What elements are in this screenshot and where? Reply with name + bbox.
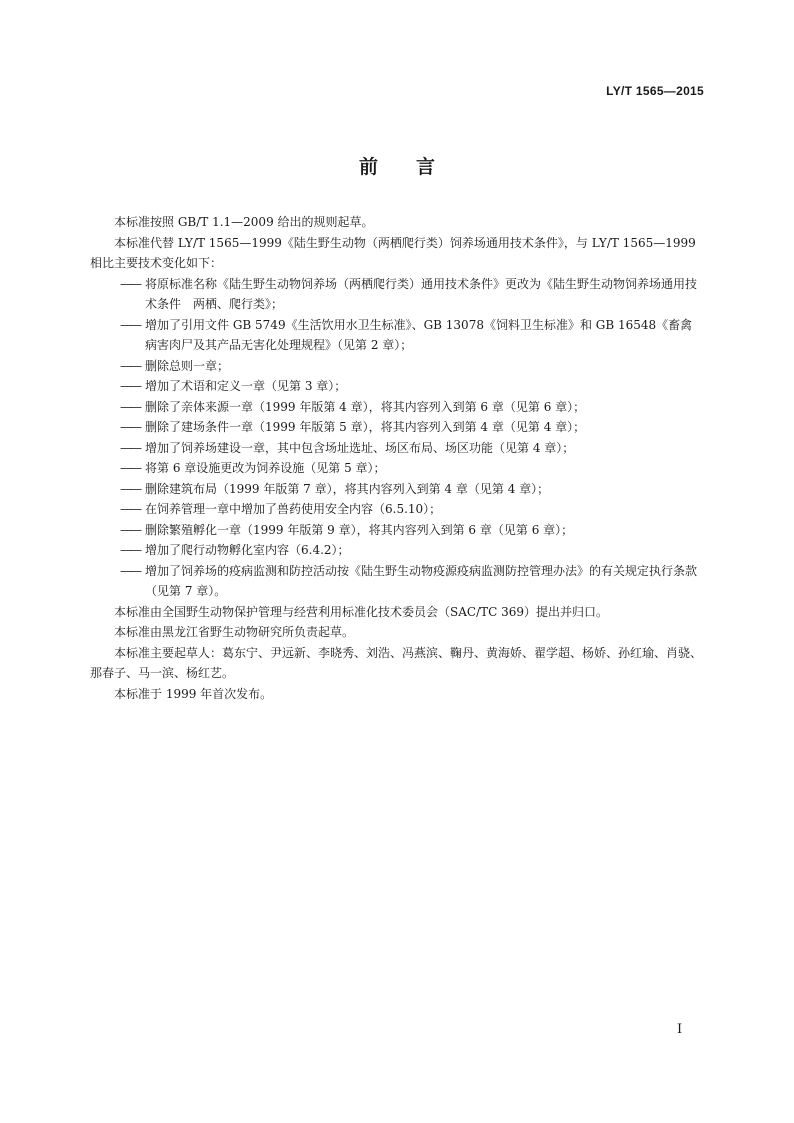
list-item-text: 删除了建场条件一章（1999 年版第 5 章），将其内容列入到第 4 章（见第 4 章）； (145, 420, 586, 434)
dash-marker: —— (120, 481, 140, 496)
list-item-text: 删除了亲体来源一章（1999 年版第 4 章），将其内容列入到第 6 章（见第 6 章）； (145, 399, 586, 414)
standard-code: LY/T 1565—2015 (606, 84, 704, 98)
list-item-text: 增加了爬行动物孵化室内容（6.4.2）； (145, 543, 350, 557)
list-item-text: 增加了饲养场的疫病监测和防控活动按《陆生野生动物疫源疫病监测防控管理办法》的有关规定执行条款（见第 7 章）。 (145, 563, 698, 598)
intro-paragraph: 本标准代替 LY/T 1565—1999《陆生野生动物（两栖爬行类）饲养场通用技术条件》，与 LY/T 1565—1999 相比主要技术变化如下： (90, 235, 696, 270)
list-item-text: 增加了饲养场建设一章，其中包含场址选址、场区布局、场区功能（见第 4 章）； (145, 440, 575, 455)
list-item-text: 增加了引用文件 GB 5749《生活饮用水卫生标准》、GB 13078《饲料卫生标准》和 GB 16548《畜禽病害肉尸及其产品无害化处理规程》（见第 2 章）； (145, 317, 693, 352)
list-item (90, 479, 704, 500)
change-list (90, 274, 704, 602)
closing-paragraph: 本标准于 1999 年首次发布。 (114, 686, 273, 701)
list-item-text: 增加了术语和定义一章（见第 3 章）； (145, 379, 347, 393)
list-item (90, 356, 704, 377)
closing-paragraph: 本标准由黑龙江省野生动物研究所负责起草。 (114, 625, 355, 639)
list-item (90, 397, 704, 418)
list-item-text: 将原标准名称《陆生野生动物饲养场（两栖爬行类）通用技术条件》更改为《陆生野生动物饲养场通用技术条件 两栖、爬行类》； (145, 276, 698, 311)
list-item (90, 315, 704, 356)
list-item (90, 274, 704, 315)
closing-paragraph: 本标准由全国野生动物保护管理与经营利用标准化技术委员会（SAC/TC 369）提出并归口。 (114, 604, 609, 619)
dash-marker: —— (120, 440, 140, 455)
list-item (90, 376, 704, 397)
dash-marker: —— (120, 276, 140, 291)
dash-marker: —— (120, 461, 140, 475)
list-item-text: 将第 6 章设施更改为饲养设施（见第 5 章）； (145, 461, 386, 475)
dash-marker: —— (120, 317, 140, 332)
list-item-text: 删除繁殖孵化一章（1999 年版第 9 章），将其内容列入到第 6 章（见第 6 章）； (145, 522, 574, 537)
list-item-text: 删除总则一章； (145, 358, 230, 373)
list-item (90, 438, 704, 459)
foreword-body (90, 212, 704, 704)
intro-paragraph: 本标准按照 GB/T 1.1—2009 给出的规则起草。 (114, 215, 374, 229)
dash-marker: —— (120, 399, 140, 414)
list-item-text: 在饲养管理一章中增加了兽药使用安全内容（6.5.10）； (145, 502, 442, 516)
list-item-text: 删除建筑布局（1999 年版第 7 章），将其内容列入到第 4 章（见第 4 章）； (145, 481, 550, 496)
dash-marker: —— (120, 543, 140, 557)
dash-marker: —— (120, 563, 140, 578)
dash-marker: —— (120, 420, 140, 434)
page-number: I (677, 1022, 683, 1037)
list-item (90, 458, 704, 479)
dash-marker: —— (120, 358, 140, 373)
dash-marker: —— (120, 502, 140, 516)
list-item (90, 520, 704, 541)
page-title: 前言 (358, 156, 473, 178)
dash-marker: —— (120, 379, 140, 393)
list-item (90, 499, 704, 520)
closing-paragraph: 本标准主要起草人：葛东宁、尹远新、李晓秀、刘浩、冯燕滨、鞠丹、黄海娇、翟学超、杨娇、孙红瑜、肖骁、那春子、马一滨、杨红艺。 (90, 645, 703, 680)
dash-marker: —— (120, 522, 140, 537)
list-item (90, 417, 704, 438)
list-item (90, 561, 704, 602)
list-item (90, 540, 704, 561)
